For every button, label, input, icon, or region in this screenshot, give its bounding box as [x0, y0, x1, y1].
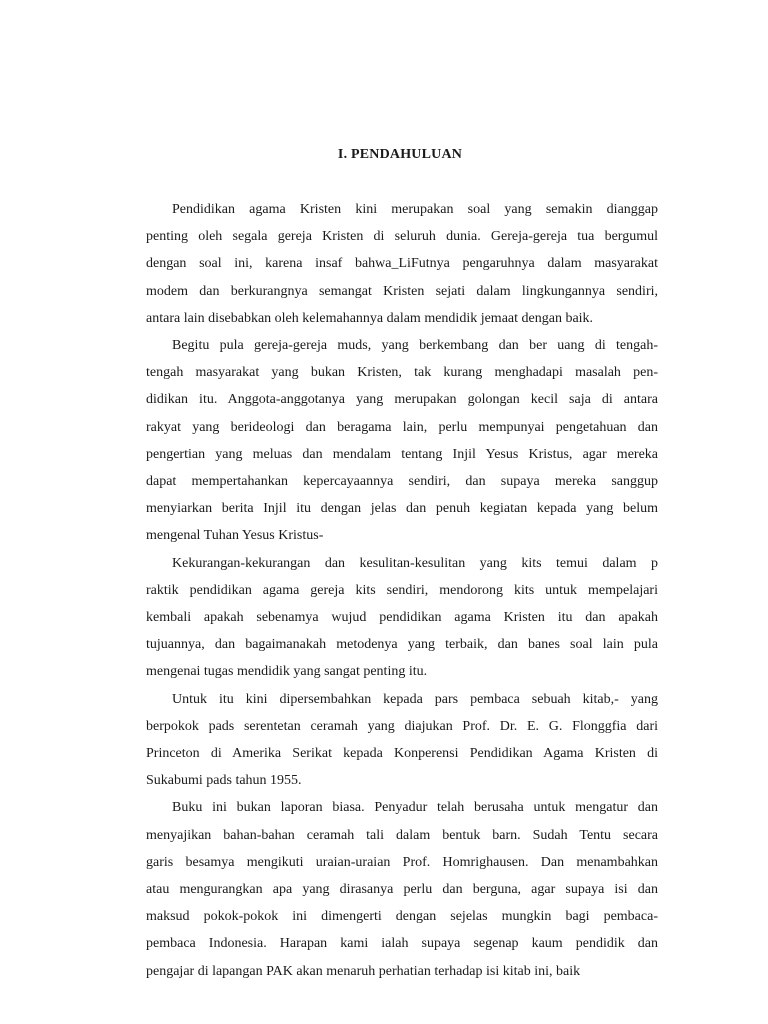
text-line: mengenai tugas mendidik yang sangat penting itu.: [146, 664, 428, 680]
text-line: Begitu pula gereja-gereja muds, yang berkembang dan ber uang di tengah-: [172, 338, 658, 354]
page-title: I. PENDAHULUAN: [337, 147, 463, 162]
text-line: pembaca Indonesia. Harapan kami ialah supaya segenap kaum pendidik dan: [146, 936, 658, 952]
text-line: penting oleh segala gereja Kristen di seluruh dunia. Gereja-gereja tua bergumul: [146, 229, 658, 245]
text-line: menyajikan bahan-bahan ceramah tali dalam bentuk barn. Sudah Tentu secara: [146, 827, 658, 843]
text-line: atau mengurangkan apa yang dirasanya perlu dan berguna, agar supaya isi dan: [146, 882, 658, 898]
text-line: modem dan berkurangnya semangat Kristen sejati dalam lingkungannya sendiri,: [146, 283, 658, 299]
text-line: antara lain disebabkan oleh kelemahannya dalam mendidik jemaat dengan baik.: [146, 310, 594, 326]
paragraph: [146, 196, 658, 332]
text-line: Sukabumi pads tahun 1955.: [146, 773, 302, 789]
text-line: rakyat yang berideologi dan beragama lain, perlu mempunyai pengetahuan dan: [146, 419, 658, 435]
text-line: berpokok pads serentetan ceramah yang diajukan Prof. Dr. E. G. Flonggfia dari: [146, 718, 658, 734]
text-line: kembali apakah sebenamya wujud pendidikan agama Kristen itu dan apakah: [146, 610, 658, 626]
text-line: garis besamya mengikuti uraian-uraian Prof. Homrighausen. Dan menambahkan: [146, 854, 658, 870]
document-body: [146, 196, 658, 985]
text-line: menyiarkan berita Injil itu dengan jelas dan penuh kegiatan kepada yang belum: [146, 501, 658, 517]
text-line: pengertian yang meluas dan mendalam tentang Injil Yesus Kristus, agar mereka: [146, 446, 658, 462]
paragraph: [146, 550, 658, 686]
text-line: pengajar di lapangan PAK akan menaruh perhatian terhadap isi kitab ini, baik: [146, 963, 581, 979]
text-line: Kekurangan-kekurangan dan kesulitan-kesulitan yang kits temui dalam p: [172, 555, 658, 571]
text-line: Buku ini bukan laporan biasa. Penyadur telah berusaha untuk mengatur dan: [172, 800, 658, 816]
text-line: didikan itu. Anggota-anggotanya yang merupakan golongan kecil saja di antara: [146, 392, 658, 408]
paragraph: [146, 794, 658, 984]
text-line: mengenal Tuhan Yesus Kristus-: [146, 528, 324, 544]
text-line: tujuannya, dan bagaimanakah metodenya yang terbaik, dan banes soal lain pula: [146, 637, 658, 653]
paragraph: [146, 332, 658, 550]
text-line: dapat mempertahankan kepercayaannya sendiri, dan supaya mereka sanggup: [146, 474, 658, 490]
text-line: tengah masyarakat yang bukan Kristen, tak kurang menghadapi masalah pen-: [146, 365, 658, 381]
text-line: Princeton di Amerika Serikat kepada Konperensi Pendidikan Agama Kristen di: [146, 746, 658, 762]
text-line: raktik pendidikan agama gereja kits sendiri, mendorong kits untuk mempelajari: [146, 582, 658, 598]
paragraph: [146, 686, 658, 795]
text-line: dengan soal ini, karena insaf bahwa_LiFutnya pengaruhnya dalam masyarakat: [146, 256, 658, 272]
text-line: Untuk itu kini dipersembahkan kepada pars pembaca sebuah kitab,- yang: [172, 691, 658, 707]
text-line: Pendidikan agama Kristen kini merupakan soal yang semakin dianggap: [172, 202, 658, 217]
text-line: maksud pokok-pokok ini dimengerti dengan sejelas mungkin bagi pembaca-: [146, 909, 658, 925]
